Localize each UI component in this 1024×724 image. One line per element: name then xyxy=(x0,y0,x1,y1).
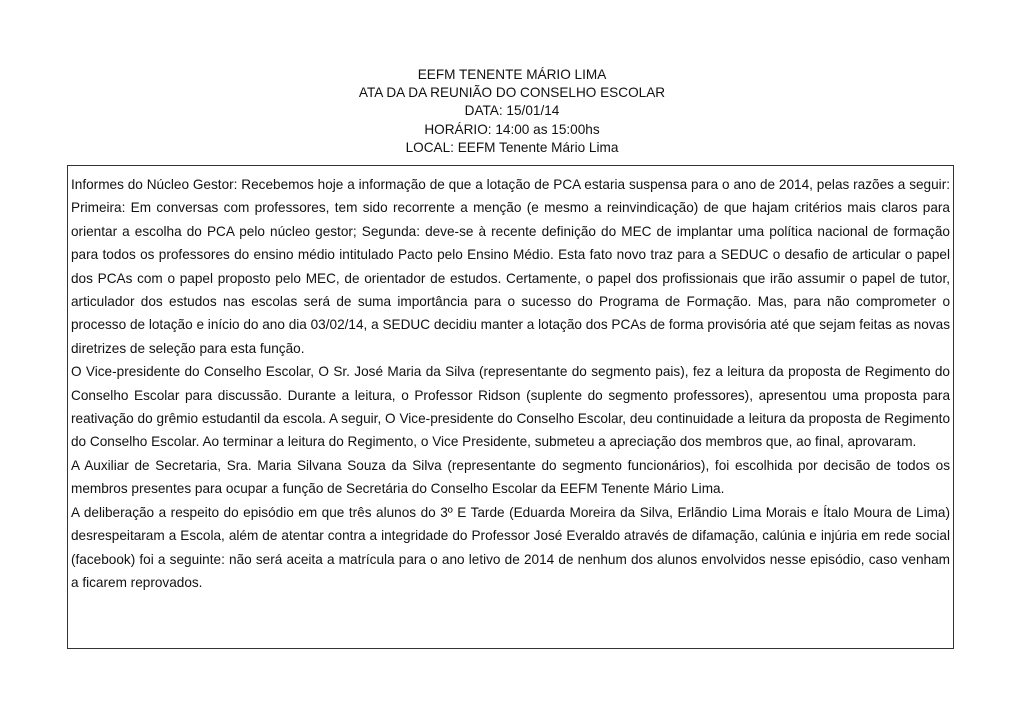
paragraph-secretary-election: A Auxiliar de Secretaria, Sra. Maria Silvana Souza da Silva (representante do segmento funcionários), foi escolhida por decisão de todos os membros presentes para ocupar a função de Secretária do Conselho Escolar da EEFM Tenente Mário Lima. xyxy=(71,457,950,497)
document-title: ATA DA DA REUNIÃO DO CONSELHO ESCOLAR xyxy=(358,85,666,101)
school-name: EEFM TENENTE MÁRIO LIMA xyxy=(417,67,607,82)
paragraph-bylaws-reading: O Vice-presidente do Conselho Escolar, O Sr. José Maria da Silva (representante do segmento pais), fez a leitura da proposta de Regimento do Conselho Escolar para discussão. Durante a leitura, o Professor Ridson (suplente do segmento professores), apresentou uma proposta para reativação do grêmio estudantil da escola. A seguir, O Vice-presidente do Conselho Escolar, deu continuidade a leitura da proposta de Regimento do Conselho Escolar. Ao terminar a leitura do Regimento, o Vice Presidente, submeteu a apreciação dos membros que, ao final, aprovaram. xyxy=(71,364,950,450)
paragraph-management-report: Informes do Núcleo Gestor: Recebemos hoje a informação de que a lotação de PCA estaria suspensa para o ano de 2014, pelas razões a seguir: Primeira: Em conversas com professores, tem sido recorrente a menção (e mesmo a reinvindicação) de que hajam critérios mais claros para orientar a escolha do PCA pelo núcleo gestor; Segunda: deve-se à recente definição do MEC de implantar uma política nacional de formação para todos os professores do ensino médio intitulado Pacto pelo Ensino Médio. Esta fato novo traz para a SEDUC o desafio de articular o papel dos PCAs com o papel proposto pelo MEC, de orientador de estudos. Certamente, o papel dos profissionais que irão assumir o papel de tutor, articulador dos estudos nas escolas será de suma importância para o sucesso do Programa de Formação. Mas, para não comprometer o processo de lotação e início do ano dia 03/02/14, a SEDUC decidiu manter a lotação dos PCAs de forma provisória até que sejam feitas as novas diretrizes de seleção para esta função. xyxy=(71,177,950,356)
meeting-time: HORÁRIO: 14:00 as 15:00hs xyxy=(424,121,600,137)
document-header xyxy=(0,66,1024,157)
meeting-location: LOCAL: EEFM Tenente Mário Lima xyxy=(405,139,619,155)
paragraph-student-episode: A deliberação a respeito do episódio em que três alunos do 3º E Tarde (Eduarda Moreira da Silva, Erlãndio Lima Morais e Ítalo Moura de Lima) desrespeitaram a Escola, além de atentar contra a integridade do Professor José Everaldo através de difamação, calúnia e injúria em rede social (facebook) foi a seguinte: não será aceita a matrícula para o ano letivo de 2014 de nenhum dos alunos envolvidos nesse episódio, caso venham a ficarem reprovados. xyxy=(71,504,950,590)
meeting-date: DATA: 15/01/14 xyxy=(464,103,560,119)
minutes-body-box xyxy=(67,165,954,649)
